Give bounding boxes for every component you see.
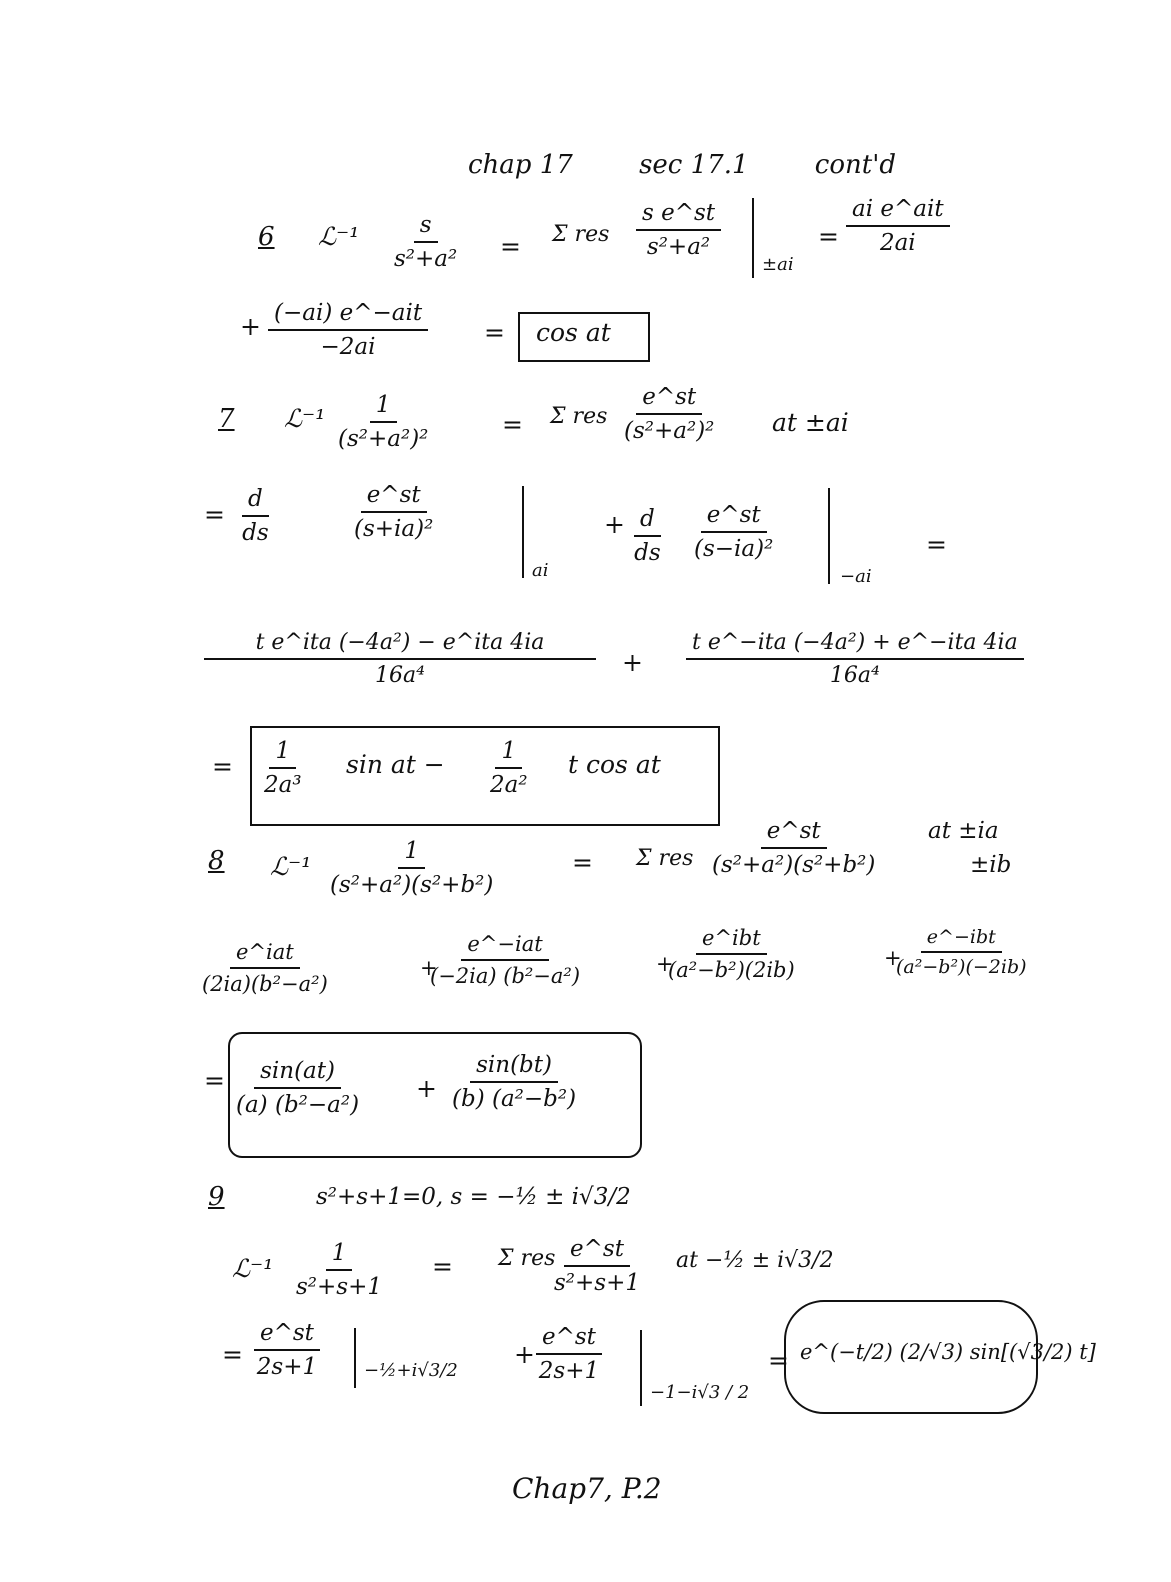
problem-number-8: 8 (208, 846, 225, 876)
p8-t1-den: (2ia)(b²−a²) (202, 972, 328, 996)
p6-term1-num: ai e^ait (846, 196, 950, 227)
p9-f2-fraction (536, 1324, 602, 1384)
page-footer: Chap7, P.2 (512, 1472, 662, 1505)
p7-f2-fraction (694, 502, 773, 562)
p7-d2-num: d (634, 506, 661, 537)
p7-f1-num: e^st (361, 482, 427, 513)
p7-term2-fraction (686, 630, 1024, 688)
p9-f1-eval-bar (354, 1328, 356, 1388)
p8-term2-fraction (430, 932, 580, 988)
p7-d1-den: ds (242, 520, 269, 546)
p7-eval-point: at ±ai (772, 408, 849, 437)
p7-lhs-num: 1 (370, 392, 397, 423)
header-note: cont'd (814, 150, 896, 180)
p9-f2-num: e^st (536, 1324, 602, 1355)
p9-lhs-fraction (296, 1240, 382, 1300)
p8-t3-num: e^ibt (696, 926, 767, 955)
p7-laplace-inverse: ℒ⁻¹ (284, 404, 326, 433)
p9-equals-1: = (432, 1252, 453, 1281)
p9-eval-point: at −½ ± i√3/2 (676, 1248, 834, 1273)
p7-derivative-2 (634, 506, 661, 566)
p9-line3-plus: + (514, 1340, 535, 1369)
p6-term2-num: (−ai) e^−ait (268, 300, 428, 331)
p7-lhs-fraction (338, 392, 428, 452)
p7-line2-plus: + (604, 510, 625, 539)
p7-rhs-num: e^st (636, 384, 702, 415)
p7-sum-residues: Σ res (550, 404, 608, 429)
p6-equals-2: = (818, 222, 839, 251)
p9-f2-den: 2s+1 (538, 1358, 600, 1384)
p6-plus: + (240, 312, 261, 341)
p7-t2-num: t e^−ita (−4a²) + e^−ita 4ia (686, 630, 1024, 660)
p7-lhs-den: (s²+a²)² (338, 426, 429, 452)
p8-term3-fraction (668, 926, 795, 982)
p9-f2-eval: −1−i√3 / 2 (650, 1382, 750, 1403)
problem-number-6: 6 (258, 222, 275, 252)
p6-eval-point: ±ai (762, 254, 794, 275)
p9-sum-residues: Σ res (498, 1246, 556, 1271)
p8-eval-point-2: ±ib (970, 852, 1012, 878)
p9-f1-den: 2s+1 (256, 1354, 318, 1380)
p6-result: cos at (536, 318, 611, 347)
p8-r2-num: sin(bt) (470, 1052, 558, 1083)
p7-f1-fraction (354, 482, 433, 542)
p8-lhs-num: 1 (398, 838, 425, 869)
p6-lhs-den: s²+a² (394, 246, 458, 272)
header-section: sec 17.1 (639, 150, 749, 180)
p8-rhs-num: e^st (761, 818, 827, 849)
p7-f1-den: (s+ia)² (354, 516, 434, 542)
p9-f1-num: e^st (254, 1320, 320, 1351)
p6-rhs-num: s e^st (636, 200, 721, 231)
p8-plus-3: + (884, 946, 902, 970)
p8-lhs-den: (s²+a²)(s²+b²) (330, 872, 494, 898)
p8-term1-fraction (202, 940, 328, 996)
p9-result-equals: = (768, 1346, 789, 1375)
p8-term4-fraction (896, 926, 1027, 978)
p7-line2-equals: = (204, 500, 225, 529)
p8-rhs-den: (s²+a²)(s²+b²) (712, 852, 876, 878)
p9-lhs-num: 1 (326, 1240, 353, 1271)
p7-line2-end-equals: = (926, 530, 947, 559)
p8-plus-2: + (656, 952, 674, 976)
p8-sum-residues: Σ res (636, 846, 694, 871)
p7-f2-num: e^st (701, 502, 767, 533)
p8-rhs-fraction (712, 818, 875, 878)
p8-t4-den: (a²−b²)(−2ib) (896, 956, 1027, 978)
p7-equals-1: = (502, 410, 523, 439)
p7-f2-eval-bar (828, 488, 830, 584)
p6-equals-1: = (500, 232, 521, 261)
p8-r1-fraction (236, 1058, 359, 1118)
p8-r2-den: (b) (a²−b²) (452, 1086, 577, 1112)
p7-r1-tail: sin at − (346, 750, 445, 779)
p7-f1-eval: ai (532, 560, 549, 581)
p7-r1-num: 1 (269, 738, 296, 769)
p7-rhs-den: (s²+a²)² (624, 418, 715, 444)
p7-term-plus: + (622, 648, 643, 677)
p8-t3-den: (a²−b²)(2ib) (668, 958, 795, 982)
p9-roots-line: s²+s+1=0, s = −½ ± i√3/2 (316, 1184, 631, 1210)
p8-equals-1: = (572, 848, 593, 877)
p9-f2-eval-bar (640, 1330, 642, 1406)
p9-lhs-den: s²+s+1 (296, 1274, 383, 1300)
p9-laplace-inverse: ℒ⁻¹ (232, 1254, 274, 1283)
p6-eval-bar (752, 198, 754, 278)
problem-number-7: 7 (218, 404, 235, 434)
p8-lhs-fraction (330, 838, 493, 898)
p8-result-plus: + (416, 1074, 437, 1103)
p8-t1-num: e^iat (230, 940, 300, 969)
p6-lhs-num: s (414, 212, 438, 243)
p7-t2-den: 16a⁴ (829, 663, 880, 688)
p8-r2-fraction (452, 1052, 576, 1112)
p9-f1-fraction (254, 1320, 320, 1380)
p9-rhs-fraction (554, 1236, 640, 1296)
p6-term1-den: 2ai (879, 230, 916, 256)
p7-f1-eval-bar (522, 486, 524, 578)
p6-rhs-den: s²+a² (646, 234, 711, 260)
p8-laplace-inverse: ℒ⁻¹ (270, 852, 312, 881)
p8-t2-den: (−2ia) (b²−a²) (430, 964, 581, 988)
header-chapter: chap 17 (468, 150, 573, 180)
p8-t2-num: e^−iat (461, 932, 548, 961)
p9-result: e^(−t/2) (2/√3) sin[(√3/2) t] (800, 1340, 1096, 1364)
p7-term1-fraction (204, 630, 596, 688)
p6-term1-fraction (846, 196, 950, 256)
p6-sum-residues: Σ res (552, 222, 610, 247)
p6-laplace-inverse: ℒ⁻¹ (318, 222, 360, 251)
p7-t1-den: 16a⁴ (375, 663, 425, 688)
p7-r1-fraction (264, 738, 302, 798)
p8-result-equals: = (204, 1066, 225, 1095)
p9-f1-eval: −½+i√3/2 (364, 1360, 458, 1381)
p7-r2-fraction (490, 738, 528, 798)
p6-term2-fraction (268, 300, 428, 360)
p6-term2-den: −2ai (320, 334, 376, 360)
p7-f2-den: (s−ia)² (694, 536, 774, 562)
p9-rhs-num: e^st (564, 1236, 630, 1267)
problem-number-9: 9 (208, 1182, 225, 1212)
p7-d2-den: ds (634, 540, 661, 566)
p7-result-equals: = (212, 752, 233, 781)
p6-equals-3: = (484, 318, 505, 347)
p8-r1-num: sin(at) (254, 1058, 341, 1089)
p7-f2-eval: −ai (840, 566, 872, 587)
p8-plus-1: + (420, 956, 438, 980)
p9-rhs-den: s²+s+1 (554, 1270, 641, 1296)
p7-d1-num: d (242, 486, 269, 517)
p7-r1-den: 2a³ (264, 772, 302, 798)
p8-r1-den: (a) (b²−a²) (236, 1092, 360, 1118)
p7-derivative-1 (242, 486, 269, 546)
p7-t1-num: t e^ita (−4a²) − e^ita 4ia (204, 630, 596, 660)
p7-r2-num: 1 (495, 738, 522, 769)
p7-rhs-fraction (624, 384, 714, 444)
page-header (468, 150, 954, 180)
p9-line3-equals: = (222, 1340, 243, 1369)
p6-rhs-fraction (636, 200, 721, 260)
p8-eval-point-1: at ±ia (928, 818, 999, 844)
p6-lhs-fraction (394, 212, 457, 272)
p8-t4-num: e^−ibt (921, 926, 1002, 953)
p7-r2-den: 2a² (490, 772, 528, 798)
p7-r2-tail: t cos at (568, 750, 661, 779)
